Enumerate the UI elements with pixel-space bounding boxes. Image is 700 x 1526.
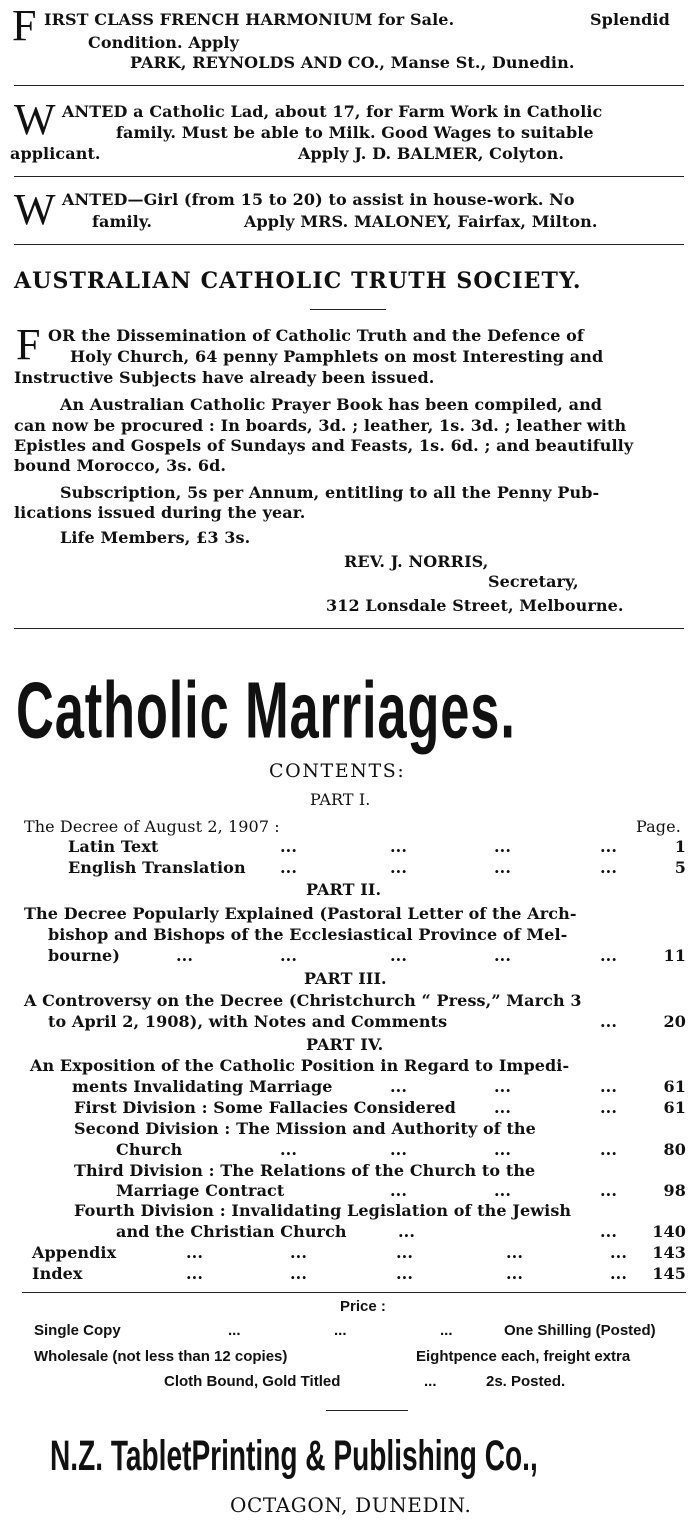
ad-text: applicant.: [10, 144, 101, 163]
leader-dots: ...: [494, 1077, 512, 1096]
leader-dots: ...: [600, 1098, 618, 1117]
toc-entry: Latin Text: [68, 837, 159, 856]
toc-entry: Fourth Division : Invalidating Legislation of the Jewish: [74, 1201, 572, 1220]
ad-text: PARK, REYNOLDS AND CO., Manse St., Dunedin.: [130, 53, 575, 72]
leader-dots: ...: [600, 1222, 618, 1241]
toc-entry: An Exposition of the Catholic Position in Regard to Impedi-: [30, 1056, 570, 1075]
leader-dots: ...: [506, 1264, 524, 1283]
body-text: OR the Dissemination of Catholic Truth and the Defence of: [48, 326, 584, 345]
price-item: Cloth Bound, Gold Titled: [164, 1373, 341, 1390]
part-heading: PART I.: [310, 790, 371, 809]
toc-entry: ments Invalidating Marriage: [72, 1077, 333, 1096]
body-text: Life Members, £3 3s.: [60, 528, 251, 547]
leader-dots: ...: [600, 837, 618, 856]
leader-dots: ...: [396, 1264, 414, 1283]
part-heading: PART III.: [304, 969, 387, 988]
signature-title: Secretary,: [488, 572, 579, 591]
toc-entry: Second Division : The Mission and Authority of the: [74, 1119, 536, 1138]
body-text: Epistles and Gospels of Sundays and Feasts, 1s. 6d. ; and beautifully: [14, 436, 634, 455]
leader-dots: ...: [390, 1140, 408, 1159]
leader-dots: ...: [494, 837, 512, 856]
toc-page-label: Page.: [636, 817, 681, 836]
contents-heading: CONTENTS:: [269, 760, 406, 782]
section-heading: AUSTRALIAN CATHOLIC TRUTH SOCIETY.: [14, 268, 582, 294]
leader-dots: ...: [610, 1243, 628, 1262]
price-value: 2s. Posted.: [486, 1373, 566, 1390]
leader-dots: ...: [396, 1243, 414, 1262]
toc-entry: Marriage Contract: [116, 1181, 285, 1200]
toc-page-number: 140: [652, 1222, 686, 1241]
price-item: Single Copy: [34, 1322, 121, 1339]
ad-text: Apply MRS. MALONEY, Fairfax, Milton.: [244, 212, 598, 231]
leader-dots: ...: [494, 1140, 512, 1159]
leader-dots: ...: [600, 1140, 618, 1159]
toc-entry: Third Division : The Relations of the Church to the: [74, 1161, 536, 1180]
leader-dots: ...: [610, 1264, 628, 1283]
short-rule: [326, 1410, 408, 1411]
ad-text: ANTED a Catholic Lad, about 17, for Farm Work in Catholic: [62, 102, 603, 121]
ad-text: ANTED—Girl (from 15 to 20) to assist in house-work. No: [62, 190, 575, 209]
toc-entry: Church: [116, 1140, 183, 1159]
divider: [14, 176, 684, 177]
toc-entry: Appendix: [32, 1243, 117, 1262]
body-text: bound Morocco, 3s. 6d.: [14, 456, 227, 475]
divider: [22, 1292, 686, 1293]
toc-page-number: 145: [652, 1264, 686, 1283]
leader-dots: ...: [186, 1243, 204, 1262]
toc-entry: to April 2, 1908), with Notes and Comments: [48, 1012, 448, 1031]
toc-page-number: 61: [663, 1077, 686, 1096]
toc-entry: and the Christian Church: [116, 1222, 347, 1241]
signature-address: 312 Lonsdale Street, Melbourne.: [326, 596, 624, 615]
leader-dots: ...: [290, 1243, 308, 1262]
leader-dots: ...: [280, 858, 298, 877]
leader-dots: ...: [600, 1181, 618, 1200]
price-value: One Shilling (Posted): [504, 1322, 656, 1339]
body-text: Holy Church, 64 penny Pamphlets on most Interesting and: [70, 347, 604, 366]
leader-dots: ...: [390, 1077, 408, 1096]
leader-dots: ...: [186, 1264, 204, 1283]
leader-dots: ...: [600, 1077, 618, 1096]
body-text: Subscription, 5s per Annum, entitling to all the Penny Pub-: [60, 483, 600, 502]
publisher-wrap: [50, 1432, 675, 1482]
price-heading: Price :: [340, 1298, 386, 1315]
divider: [14, 85, 684, 86]
leader-dots: ...: [280, 946, 298, 965]
leader-dots: ...: [280, 837, 298, 856]
toc-page-number: 61: [663, 1098, 686, 1117]
body-text: can now be procured : In boards, 3d. ; leather, 1s. 3d. ; leather with: [14, 416, 627, 435]
leader-dots: ...: [398, 1222, 416, 1241]
leader-dots: ...: [334, 1322, 347, 1339]
toc-page-number: 1: [674, 837, 686, 856]
leader-dots: ...: [424, 1373, 437, 1390]
toc-page-number: 20: [663, 1012, 686, 1031]
toc-page-number: 11: [663, 946, 686, 965]
part-heading: PART II.: [306, 880, 382, 899]
drop-cap: F: [16, 320, 41, 369]
publisher-address: OCTAGON, DUNEDIN.: [230, 1493, 472, 1517]
leader-dots: ...: [390, 1181, 408, 1200]
leader-dots: ...: [494, 858, 512, 877]
signature-name: REV. J. NORRIS,: [344, 552, 489, 571]
toc-page-number: 5: [674, 858, 686, 877]
leader-dots: ...: [290, 1264, 308, 1283]
book-title: Catholic Marriages.: [16, 665, 516, 755]
leader-dots: ...: [600, 946, 618, 965]
leader-dots: ...: [228, 1322, 241, 1339]
ad-text: IRST CLASS FRENCH HARMONIUM for Sale.: [44, 10, 455, 29]
price-item: Wholesale (not less than 12 copies): [34, 1348, 288, 1365]
leader-dots: ...: [390, 858, 408, 877]
price-value: Eightpence each, freight extra: [416, 1348, 631, 1365]
toc-entry: bourne): [48, 946, 121, 965]
ad-text: family. Must be able to Milk. Good Wages to suitable: [116, 123, 594, 142]
drop-cap: W: [14, 185, 56, 234]
toc-entry: The Decree of August 2, 1907 :: [24, 817, 280, 836]
ad-text: Splendid: [590, 10, 670, 29]
leader-dots: ...: [176, 946, 194, 965]
toc-page-number: 98: [663, 1181, 686, 1200]
toc-entry: The Decree Popularly Explained (Pastoral Letter of the Arch-: [24, 904, 577, 923]
body-text: An Australian Catholic Prayer Book has been compiled, and: [60, 395, 603, 414]
drop-cap: W: [14, 95, 56, 144]
publisher-name: N.Z. TabletPrinting & Publishing Co.,: [50, 1430, 538, 1480]
toc-entry: First Division : Some Fallacies Considered: [74, 1098, 456, 1117]
leader-dots: ...: [440, 1322, 453, 1339]
leader-dots: ...: [494, 1098, 512, 1117]
ad-text: Apply J. D. BALMER, Colyton.: [298, 144, 565, 163]
short-rule: [310, 309, 386, 310]
ad-text: Condition. Apply: [88, 33, 239, 52]
leader-dots: ...: [494, 1181, 512, 1200]
toc-page-number: 143: [652, 1243, 686, 1262]
toc-page-number: 80: [663, 1140, 686, 1159]
toc-entry: bishop and Bishops of the Ecclesiastical Province of Mel-: [48, 925, 568, 944]
body-text: lications issued during the year.: [14, 503, 306, 522]
toc-entry: Index: [32, 1264, 83, 1283]
part-heading: PART IV.: [306, 1035, 384, 1054]
toc-entry: A Controversy on the Decree (Christchurch “ Press,” March 3: [24, 991, 582, 1010]
book-title-wrap: [16, 660, 625, 755]
toc-entry: English Translation: [68, 858, 246, 877]
leader-dots: ...: [600, 858, 618, 877]
leader-dots: ...: [280, 1140, 298, 1159]
leader-dots: ...: [390, 837, 408, 856]
divider: [14, 244, 684, 245]
drop-cap: F: [12, 1, 37, 50]
leader-dots: ...: [600, 1012, 618, 1031]
body-text: Instructive Subjects have already been issued.: [14, 368, 435, 387]
leader-dots: ...: [494, 946, 512, 965]
ad-text: family.: [92, 212, 153, 231]
leader-dots: ...: [390, 946, 408, 965]
leader-dots: ...: [506, 1243, 524, 1262]
divider: [14, 628, 684, 629]
